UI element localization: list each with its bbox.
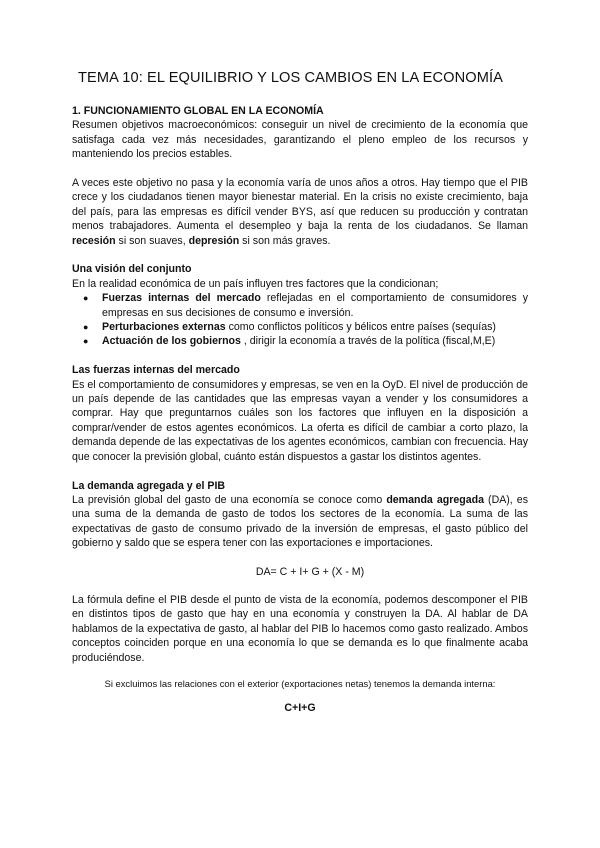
paragraph-pib: La fórmula define el PIB desde el punto de vista de la economía, podemos descomponer el PIB en distintos tipos de gasto que hay en una economía y construyen la DA. Al hablar de DA hablamos de la expectativa de gasto, al hablar del PIB lo hacemos como gasto realizado. Ambos conceptos coinciden porque en una economía lo que se demanda es lo que finalmente acaba produciéndose. bbox=[72, 593, 528, 664]
section-heading-funcionamiento: 1. FUNCIONAMIENTO GLOBAL EN LA ECONOMÍA bbox=[72, 105, 324, 117]
paragraph-fuerzas: Es el comportamiento de consumidores y empresas, se ven en la OyD. El nivel de producción de un país depende de las cantidades que las empresas vayan a vender y los consumidores a comprar. Hay que preguntarnos cuáles son los factores que influyen en la disposición a comprar/vender de estos agentes económicos. La oferta es difícil de cambiar a corto plazo, la demanda depende de las expectativas de los agentes económicos, cambian con frecuencia. Hay que conocer la previsión global, cuánto están dispuestos a gastar los distintos agentes. bbox=[72, 378, 528, 463]
formula-demanda-interna: C+I+G bbox=[284, 701, 316, 714]
list-item-term: Fuerzas internas del mercado bbox=[102, 292, 261, 305]
list-item bbox=[102, 334, 528, 348]
formula-da: DA= C + I+ G + (X - M) bbox=[255, 565, 365, 578]
list-item bbox=[102, 320, 528, 334]
list-item-term: Perturbaciones externas bbox=[102, 321, 226, 334]
paragraph-demanda-agregada bbox=[72, 493, 528, 551]
text-run: La previsión global del gasto de una economía se conoce como bbox=[72, 493, 387, 506]
text-run: si son más graves. bbox=[239, 234, 331, 247]
bold-term-recesion: recesión bbox=[72, 234, 116, 247]
factors-list bbox=[72, 291, 528, 349]
paragraph-vision-intro: En la realidad económica de un país influyen tres factores que la condicionan; bbox=[72, 277, 439, 290]
text-run: si son suaves, bbox=[115, 234, 189, 247]
text-run: (DA), es una suma de la demanda de gasto de todos los sectores de la economía. La suma de las expectativas de gasto de consumo privado de la inversión de empresas, el gasto público del gobierno y saldo que se espera tener con las exportaciones e importaciones. bbox=[72, 493, 528, 550]
list-item-text: , dirigir la economía a través de la política (fiscal,M,E) bbox=[240, 335, 496, 348]
text-run: A veces este objetivo no pasa y la economía varía de unos años a otros. Hay tiempo que el PIB crece y los ciudadanos tienen mayor bienestar material. En la crisis no existe crecimiento, baja del país, para las empresas es difícil vender BYS, así que reducen su producción y contratan menos trabajadores. Aumenta el desempleo y baja la renta de los ciudadanos. Se llaman bbox=[72, 177, 528, 233]
paragraph-objetivos: Resumen objetivos macroeconómicos: conseguir un nivel de crecimiento de la economía que satisfaga cada vez más necesidades, garantizando el pleno empleo de los recursos y manteniendo los precios estables. bbox=[72, 119, 528, 161]
note-demanda-interna: Si excluimos las relaciones con el exterior (exportaciones netas) tenemos la demanda interna: bbox=[104, 677, 496, 689]
list-item bbox=[102, 291, 528, 320]
section-heading-demanda: La demanda agregada y el PIB bbox=[72, 479, 226, 492]
section-heading-vision: Una visión del conjunto bbox=[72, 263, 192, 276]
bold-term-depresion: depresión bbox=[188, 234, 240, 247]
bold-term-demanda-agregada: demanda agregada bbox=[386, 493, 484, 506]
document-body bbox=[72, 104, 528, 726]
page-title: TEMA 10: EL EQUILIBRIO Y LOS CAMBIOS EN LA ECONOMÍA bbox=[78, 70, 503, 86]
paragraph-recesion bbox=[72, 176, 528, 248]
section-heading-fuerzas: Las fuerzas internas del mercado bbox=[72, 364, 240, 377]
list-item-text: como conflictos políticos y bélicos entre países (sequías) bbox=[225, 321, 496, 334]
list-item-term: Actuación de los gobiernos bbox=[102, 335, 241, 348]
list-item-text: reflejadas en el comportamiento de consumidores y empresas en sus decisiones de consumo e inversión. bbox=[102, 292, 528, 319]
